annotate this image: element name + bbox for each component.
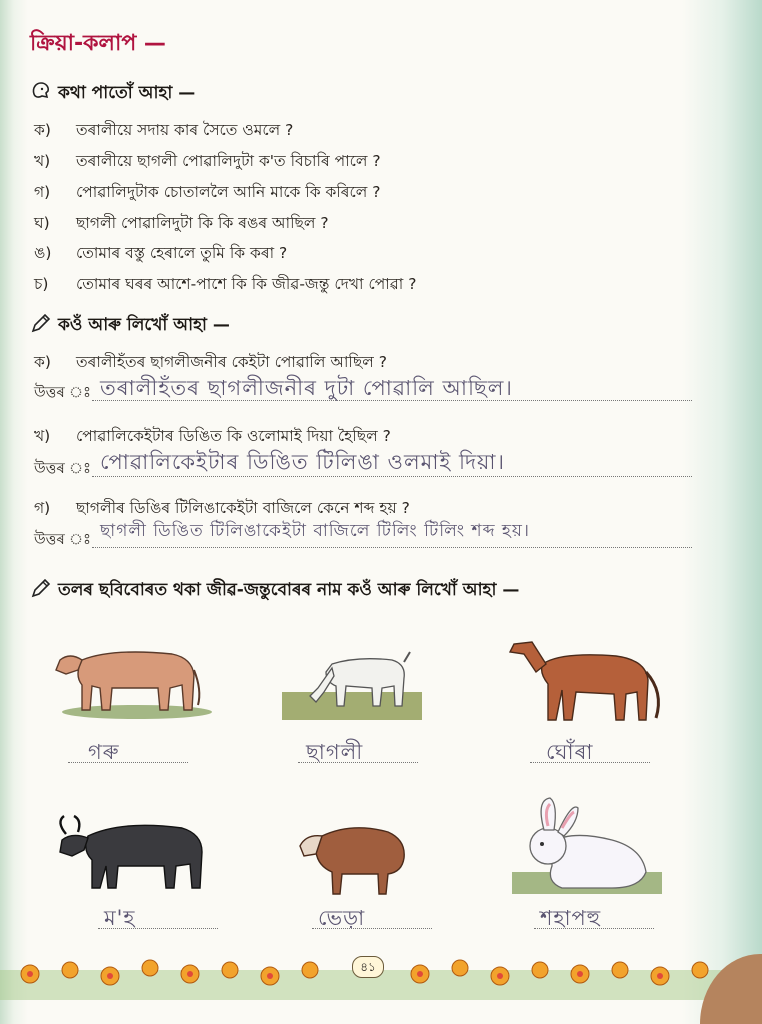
pictures-heading-text: তলৰ ছবিবোৰত থকা জীৱ-জন্তুবোৰৰ নাম কওঁ আৰু লিখোঁ আহা —	[58, 580, 520, 600]
oral-heading	[30, 80, 195, 108]
written-heading	[30, 312, 230, 340]
page-number: ৪১	[352, 956, 384, 978]
handwritten-answer: শহাপহু	[540, 906, 602, 930]
handwritten-answer: ছাগলী	[306, 740, 364, 764]
horse-icon	[506, 622, 666, 732]
handwritten-answer: ছাগলী ডিঙিত টিলিঙাকেইটা বাজিলে টিলিং টিলিং শব্দ হয়।	[100, 521, 530, 541]
pencil-icon	[30, 312, 52, 334]
oral-heading-text: কথা পাতোঁ আহা —	[58, 83, 196, 103]
buffalo-icon	[52, 810, 212, 898]
answer-label: উত্তৰ ঃ	[34, 383, 92, 401]
handwritten-answer: ম'হ	[104, 906, 136, 930]
oral-question: খ) তৰালীয়ে ছাগলী পোৱালিদুটা ক'ত বিচাৰি পালে ?	[34, 152, 381, 170]
oral-question: ঙ) তোমাৰ বস্তু হেৰালে তুমি কি কৰা ?	[34, 244, 288, 262]
handwritten-answer: ঘোঁৰা	[546, 740, 594, 764]
answer-line[interactable]	[92, 547, 692, 548]
written-question: ক) তৰালীহঁতৰ ছাগলীজনীৰ কেইটা পোৱালি আছিল ?	[34, 353, 387, 371]
answer-line[interactable]	[68, 762, 188, 763]
oral-question: গ) পোৱালিদুটাক চোতাললৈ আনি মাকে কি কৰিলে ?	[34, 183, 381, 201]
cow-icon	[52, 630, 212, 724]
answer-label: উত্তৰ ঃ	[34, 530, 92, 548]
handwritten-answer: গৰু	[88, 740, 120, 764]
handwritten-answer: ভেড়া	[318, 906, 366, 930]
rabbit-icon	[512, 796, 662, 904]
handwritten-answer: পোৱালিকেইটাৰ ডিঙিত টিলিঙা ওলমাই দিয়া।	[100, 450, 506, 474]
oral-question: ক) তৰালীয়ে সদায় কাৰ সৈতে ওমলে ?	[34, 121, 294, 139]
handwritten-answer: তৰালীহঁতৰ ছাগলীজনীৰ দুটা পোৱালি আছিল।	[100, 376, 513, 400]
oral-question: চ) তোমাৰ ঘৰৰ আশে-পাশে কি কি জীৱ-জন্তু দেখা পোৱা ?	[34, 275, 417, 293]
pencil-icon	[30, 577, 52, 599]
pictures-heading	[30, 577, 519, 605]
written-question: গ) ছাগলীৰ ডিঙিৰ টিলিঙাকেইটা বাজিলে কেনে শব্দ হয় ?	[34, 499, 410, 517]
speaking-face-icon	[30, 80, 52, 102]
sheep-icon	[292, 814, 412, 902]
oral-question: ঘ) ছাগলী পোৱালিদুটা কি কি ৰঙৰ আছিল ?	[34, 214, 329, 232]
written-question: খ) পোৱালিকেইটাৰ ডিঙিত কি ওলোমাই দিয়া হৈছিল ?	[34, 427, 391, 445]
written-heading-text: কওঁ আৰু লিখোঁ আহা —	[58, 315, 230, 335]
section-title: ক্ৰিয়া-কলাপ —	[30, 31, 166, 56]
goat-icon	[282, 640, 422, 724]
answer-label: উত্তৰ ঃ	[34, 459, 92, 477]
